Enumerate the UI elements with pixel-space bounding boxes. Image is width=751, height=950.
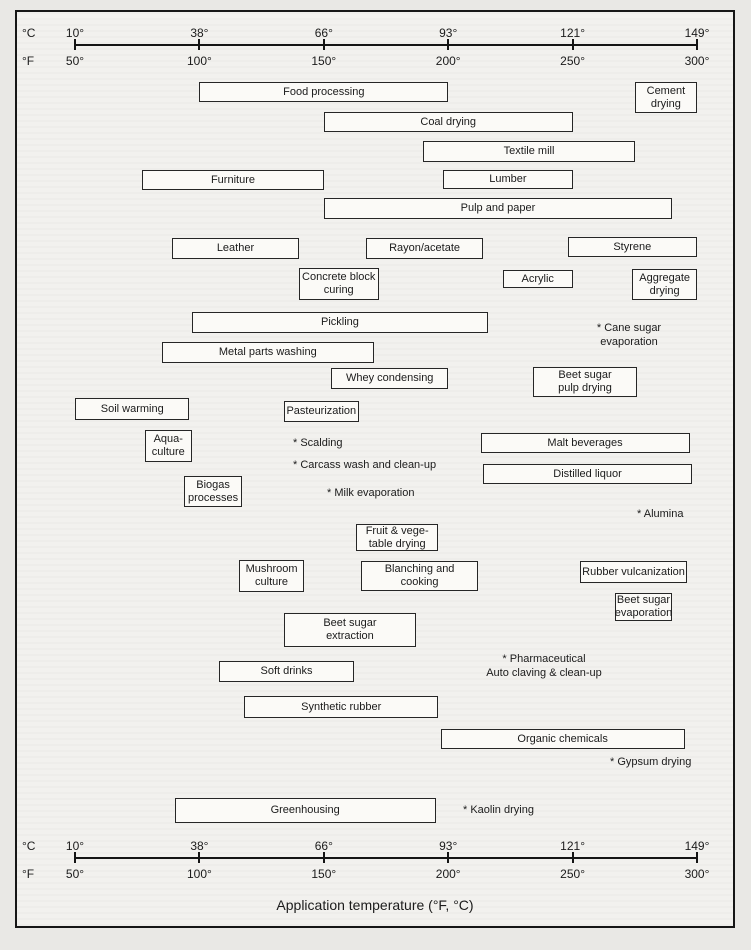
footnote-annotation: * Cane sugar evaporation — [596, 322, 662, 348]
process-label: Styrene — [613, 240, 652, 253]
axis-tick-mark — [696, 39, 698, 50]
footnote-annotation: * Milk evaporation — [327, 487, 415, 499]
process-range-box — [199, 82, 448, 102]
fahrenheit-tick-label: 300° — [684, 54, 710, 68]
fahrenheit-tick-label: 50° — [65, 54, 85, 68]
celsius-unit-label: °C — [22, 839, 36, 853]
process-label: Distilled liquor — [553, 467, 622, 480]
process-label: Mushroom culture — [245, 563, 298, 588]
axis-line — [75, 44, 697, 46]
process-range-box — [184, 476, 241, 507]
process-range-box — [423, 141, 634, 162]
process-label: Acrylic — [521, 272, 554, 285]
fahrenheit-tick-label: 100° — [186, 867, 212, 881]
fahrenheit-tick-label: 50° — [65, 867, 85, 881]
celsius-unit-label: °C — [22, 26, 36, 40]
axis-tick-mark — [447, 39, 449, 50]
process-label: Leather — [216, 242, 255, 254]
axis-tick-mark — [198, 852, 200, 863]
celsius-tick-label: 10° — [65, 839, 85, 853]
process-range-box — [145, 430, 192, 462]
fahrenheit-tick-label: 150° — [311, 54, 337, 68]
process-range-box — [142, 170, 324, 190]
process-label: Malt beverages — [547, 436, 623, 449]
axis-caption: Application temperature (°F, °C) — [276, 897, 474, 913]
process-range-box — [533, 367, 637, 397]
process-range-box — [192, 312, 488, 333]
celsius-tick-label: 66° — [314, 26, 333, 40]
fahrenheit-tick-label: 300° — [684, 867, 710, 881]
process-range-box — [503, 270, 573, 288]
celsius-tick-label: 10° — [65, 26, 85, 40]
fahrenheit-tick-label: 100° — [186, 54, 212, 68]
process-range-box — [635, 82, 697, 113]
fahrenheit-tick-label: 200° — [435, 867, 461, 881]
process-range-box — [172, 238, 299, 259]
process-label: Food processing — [283, 85, 365, 98]
process-label: Rayon/acetate — [389, 242, 461, 254]
process-label: Lumber — [489, 173, 527, 185]
process-range-box — [284, 613, 416, 647]
celsius-tick-label: 93° — [439, 26, 458, 40]
axis-line — [75, 857, 697, 859]
footnote-annotation: * Pharmaceutical Auto claving & clean-up — [486, 653, 602, 679]
process-label: Greenhousing — [270, 804, 340, 816]
process-label: Beet sugar evaporation — [614, 594, 673, 619]
axis-tick-mark — [323, 39, 325, 50]
process-label: Soil warming — [100, 402, 164, 415]
celsius-tick-label: 93° — [439, 839, 458, 853]
footnote-annotation: * Carcass wash and clean-up — [293, 459, 437, 471]
process-range-box — [244, 696, 438, 718]
axis-tick-mark — [572, 39, 574, 50]
process-range-box — [361, 561, 478, 591]
process-range-box — [175, 798, 436, 823]
process-label: Beet sugar pulp drying — [558, 369, 612, 394]
process-range-box — [331, 368, 448, 389]
process-range-box — [75, 398, 189, 420]
celsius-tick-label: 149° — [684, 26, 710, 40]
process-range-box — [324, 112, 573, 132]
process-range-box — [580, 561, 687, 583]
process-range-box — [239, 560, 304, 592]
axis-tick-mark — [74, 852, 76, 863]
process-label: Coal drying — [420, 115, 477, 128]
process-label: Metal parts washing — [218, 346, 317, 358]
fahrenheit-unit-label: °F — [22, 867, 35, 881]
axis-tick-mark — [323, 852, 325, 863]
axis-tick-mark — [572, 852, 574, 863]
fahrenheit-tick-label: 200° — [435, 54, 461, 68]
process-range-box — [299, 268, 379, 300]
process-label: Pasteurization — [286, 405, 357, 417]
fahrenheit-tick-label: 250° — [560, 867, 586, 881]
process-range-box — [356, 524, 438, 551]
process-range-box — [284, 401, 359, 422]
celsius-tick-label: 149° — [684, 839, 710, 853]
process-label: Soft drinks — [260, 665, 313, 677]
process-range-box — [324, 198, 672, 219]
process-range-box — [366, 238, 483, 259]
celsius-tick-label: 38° — [190, 26, 209, 40]
process-label: Blanching and cooking — [384, 563, 455, 588]
process-label: Organic chemicals — [517, 732, 608, 745]
fahrenheit-tick-label: 250° — [560, 54, 586, 68]
celsius-tick-label: 121° — [560, 26, 586, 40]
process-label: Furniture — [210, 173, 255, 186]
process-label: Biogas processes — [188, 478, 239, 504]
process-label: Rubber vulcanization — [582, 565, 685, 578]
axis-tick-mark — [696, 852, 698, 863]
footnote-annotation: * Alumina — [637, 508, 684, 520]
axis-tick-mark — [198, 39, 200, 50]
process-label: Whey condensing — [345, 372, 434, 384]
celsius-tick-label: 66° — [314, 839, 333, 853]
celsius-tick-label: 38° — [190, 839, 209, 853]
process-label: Cement drying — [646, 84, 686, 110]
process-range-box — [483, 464, 692, 484]
footnote-annotation: * Scalding — [293, 437, 343, 449]
process-label: Textile mill — [503, 145, 555, 157]
process-range-box — [568, 237, 697, 257]
footnote-annotation: * Gypsum drying — [610, 756, 692, 768]
process-range-box — [162, 342, 373, 363]
process-label: Beet sugar extraction — [323, 617, 377, 642]
process-range-box — [443, 170, 572, 189]
footnote-annotation: * Kaolin drying — [463, 804, 534, 816]
process-label: Fruit & vege- table drying — [365, 524, 429, 550]
process-range-box — [632, 269, 697, 300]
process-range-box — [219, 661, 353, 682]
process-range-box — [615, 593, 672, 621]
process-label: Pickling — [321, 316, 359, 328]
process-range-box — [441, 729, 685, 749]
celsius-tick-label: 121° — [560, 839, 586, 853]
process-label: Pulp and paper — [460, 202, 536, 214]
process-label: Concrete block curing — [302, 271, 376, 296]
axis-tick-mark — [447, 852, 449, 863]
fahrenheit-tick-label: 150° — [311, 867, 337, 881]
process-label: Aggregate drying — [639, 271, 691, 297]
axis-tick-mark — [74, 39, 76, 50]
fahrenheit-unit-label: °F — [22, 54, 35, 68]
process-range-box — [481, 433, 690, 453]
process-label: Aqua- culture — [151, 433, 185, 458]
process-label: Synthetic rubber — [301, 700, 382, 713]
